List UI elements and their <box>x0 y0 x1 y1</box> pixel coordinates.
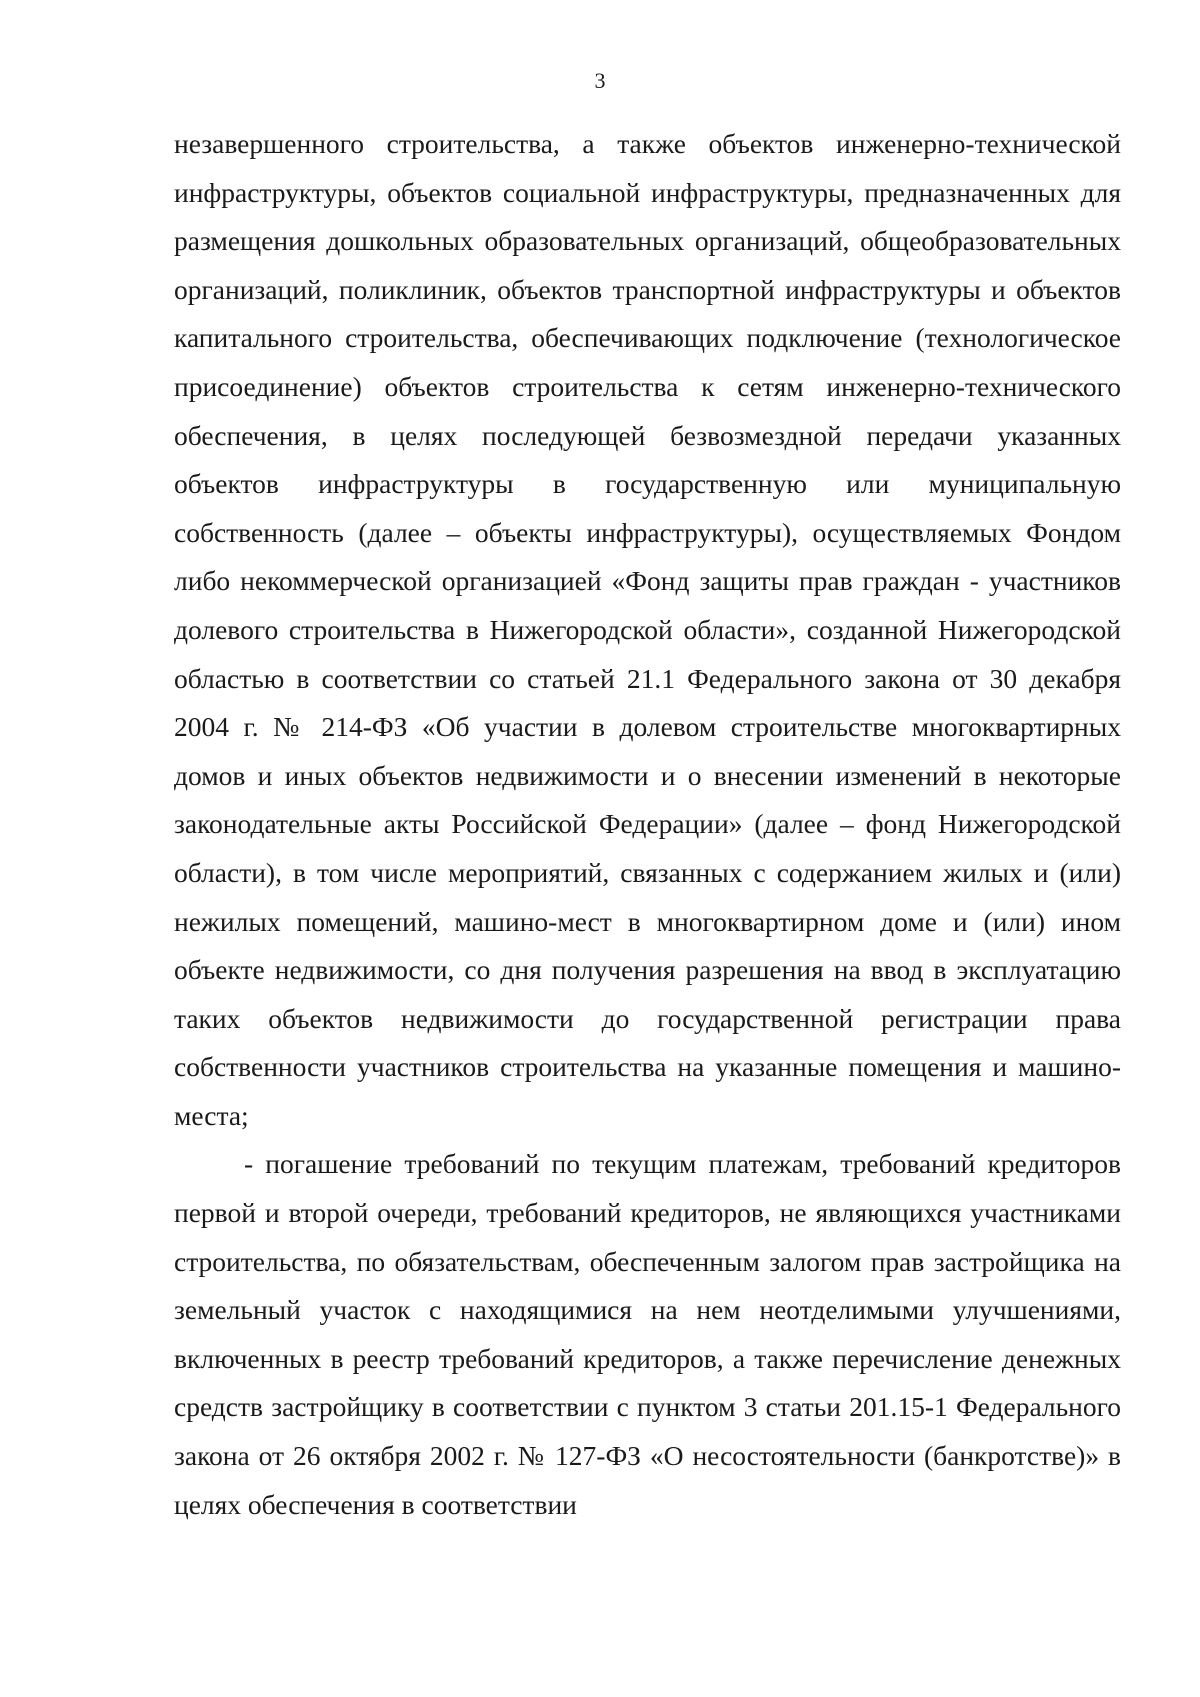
paragraph-list-item: - погашение требований по текущим платежам, требований кредиторов первой и второй очереди, требований кредиторов, не являющихся участниками строительства, по обязательствам, обеспеченным залогом прав застройщика на земельный участок с находящимися на нем неотделимыми улучшениями, включенных в реестр требований кредиторов, а также перечисление денежных средств застройщику в соответствии с пунктом 3 статьи 201.15-1 Федерального закона от 26 октября 2002 г. № 127-ФЗ «О несостоятельности (банкротстве)» в целях обеспечения в соответствии <box>174 1148 1121 1520</box>
paragraph-continuation: незавершенного строительства, а также объектов инженерно-технической инфраструктуры, объектов социальной инфраструктуры, предназначенных для размещения дошкольных образовательных организаций, общеобразовательных организаций, поликлиник, объектов транспортной инфраструктуры и объектов капитального строительства, обеспечивающих подключение (технологическое присоединение) объектов строительства к сетям инженерно-технического обеспечения, в целях последующей безвозмездной передачи указанных объектов инфраструктуры в государственную или муниципальную собственность (далее – объекты инфраструктуры), осуществляемых Фондом либо некоммерческой организацией «Фонд защиты прав граждан - участников долевого строительства в Нижегородской области», созданной Нижегородской областью в соответствии со статьей 21.1 Федерального закона от 30 декабря 2004 г. № 214-ФЗ «Об участии в долевом строительстве многоквартирных домов и иных объектов недвижимости и о внесении изменений в некоторые законодательные акты Российской Федерации» (далее – фонд Нижегородской области), в том числе мероприятий, связанных с содержанием жилых и (или) нежилых помещений, машино-мест в многоквартирном доме и (или) ином объекте недвижимости, со дня получения разрешения на ввод в эксплуатацию таких объектов недвижимости до государственной регистрации права собственности участников строительства на указанные помещения и машино-места; <box>174 128 1121 1131</box>
document-body <box>174 120 1121 1529</box>
page-number: 3 <box>594 68 606 93</box>
